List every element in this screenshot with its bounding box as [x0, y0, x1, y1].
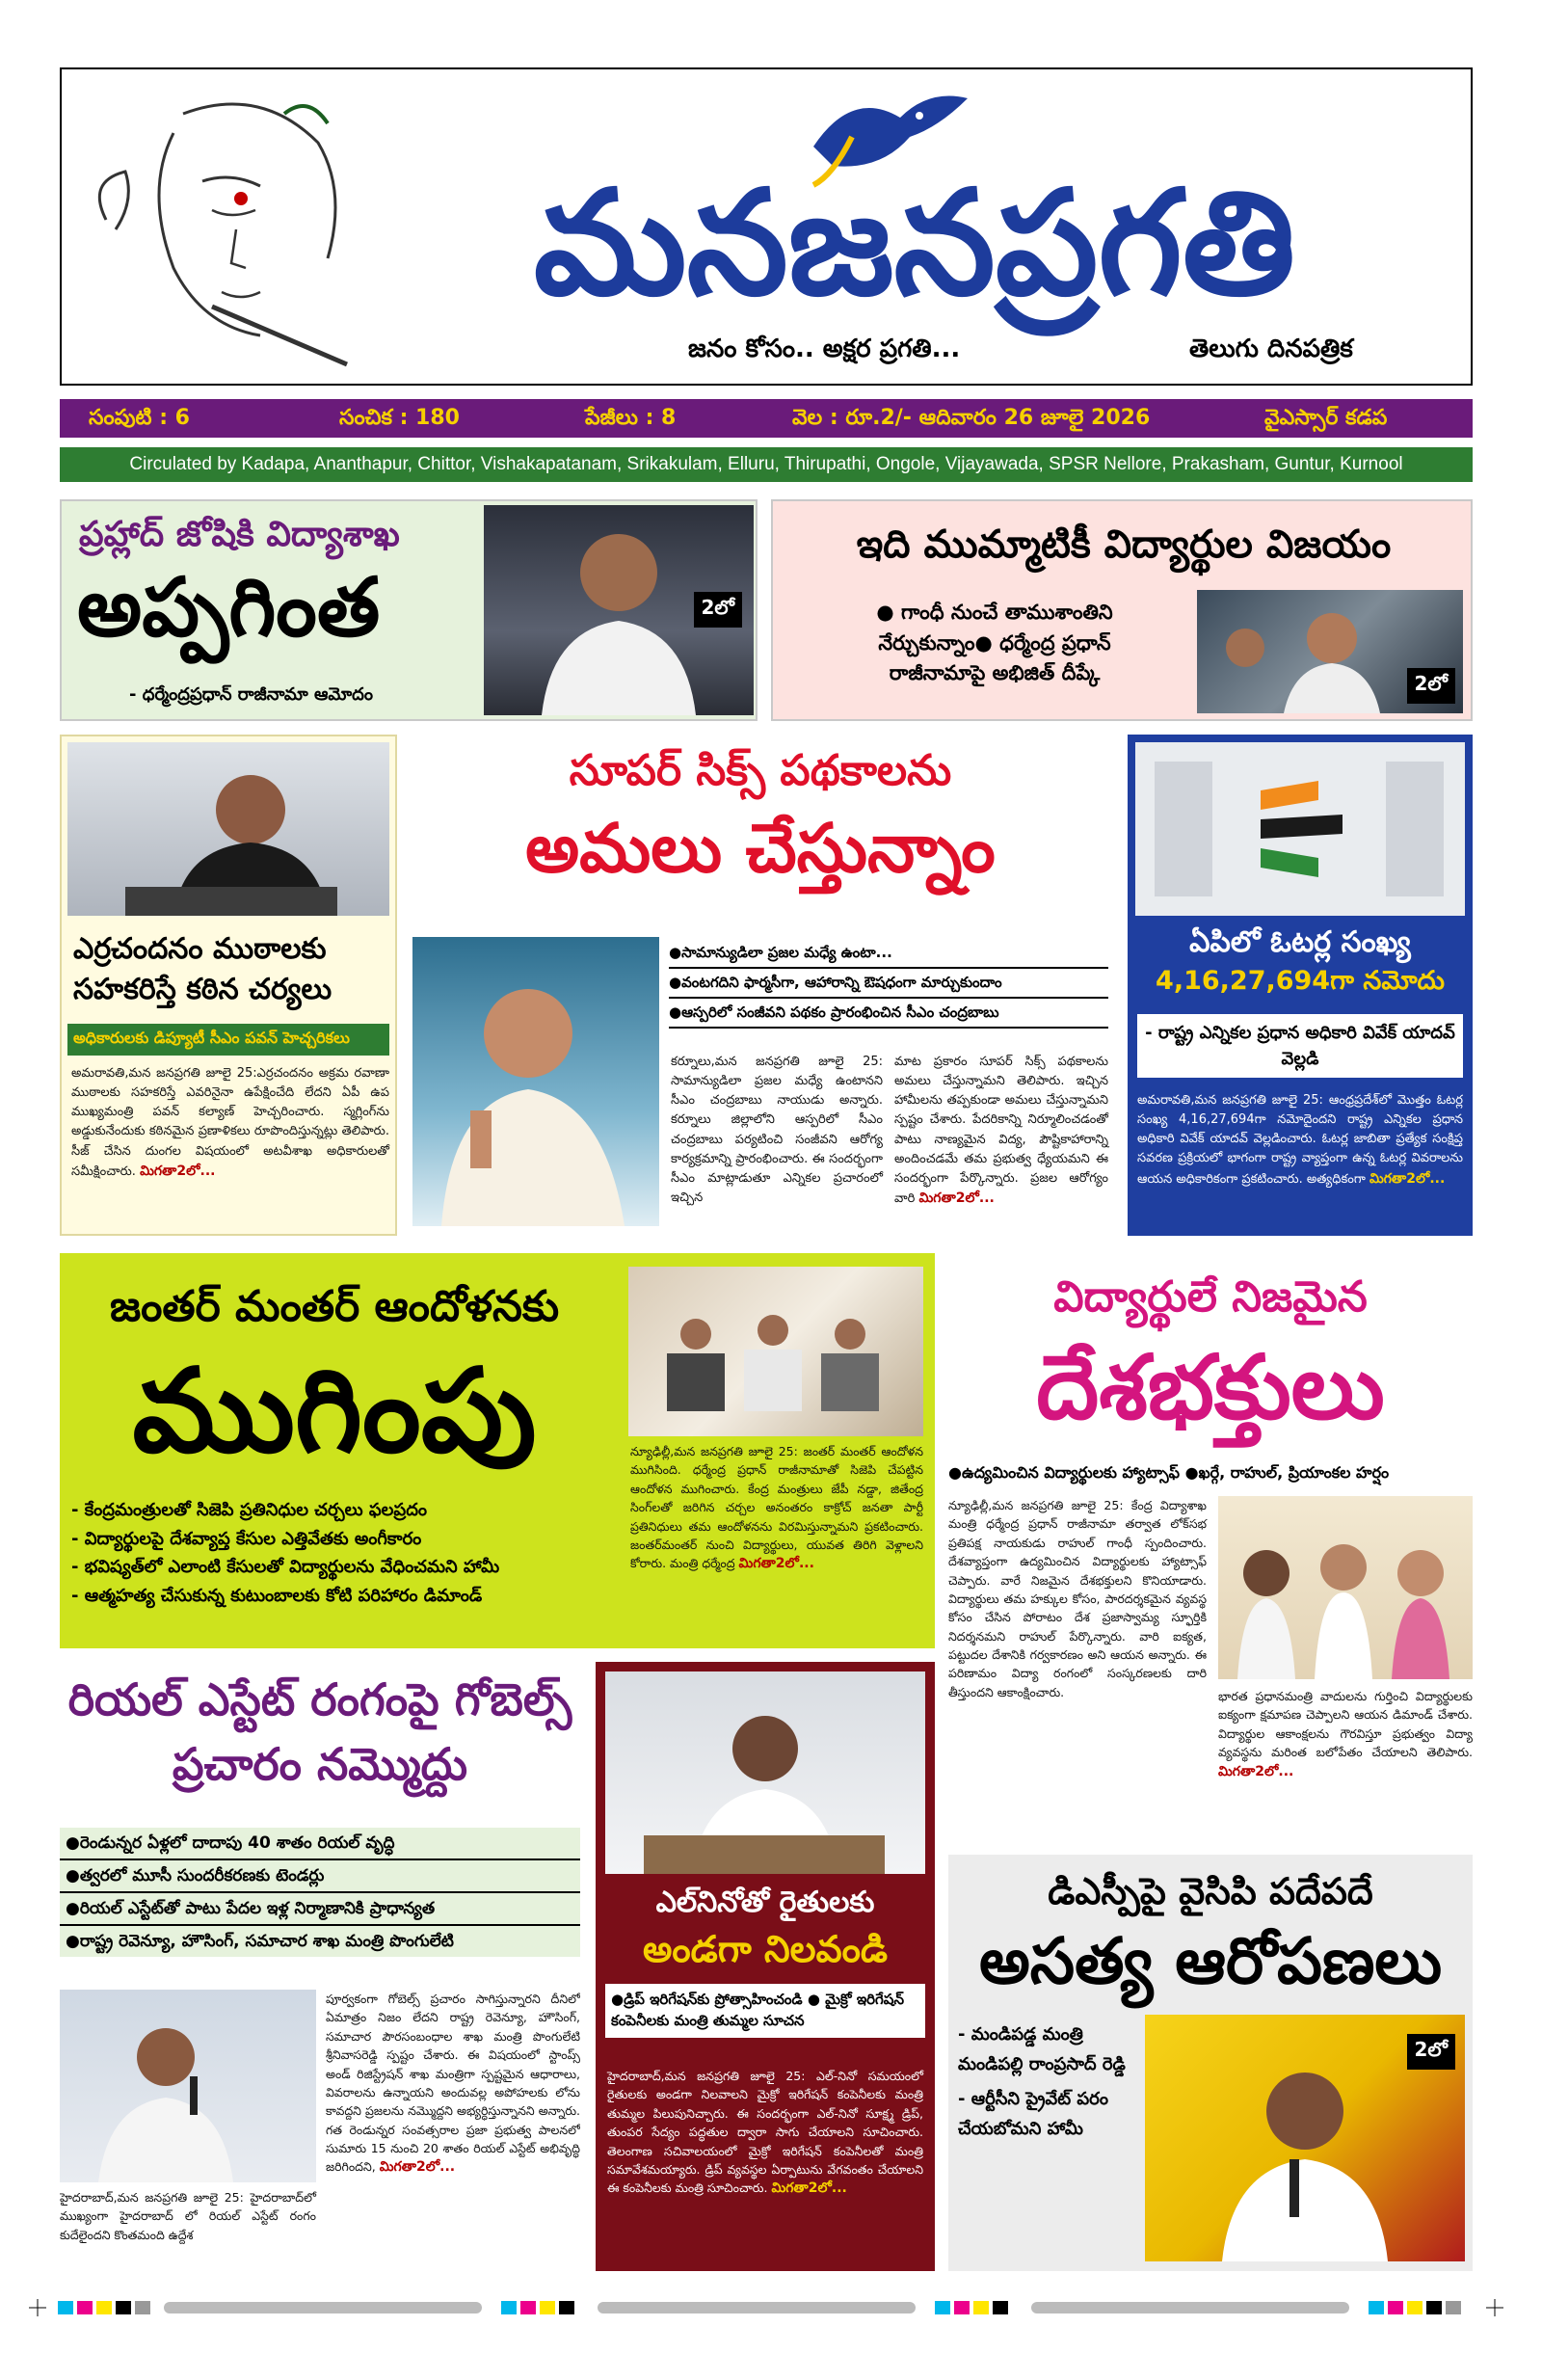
story4-bullet-3: ●ఆస్పరిలో సంజీవని పథకం ప్రారంభించిన సీఎం చంద్రబాబు: [669, 999, 1108, 1029]
photo-pawan-kalyan: [67, 742, 389, 916]
story5-sub: - రాష్ట్ర ఎన్నికల ప్రధాన అధికారి వివేక్ యాదవ్ వెల్లడి: [1137, 1014, 1463, 1078]
story4-headline: అమలు చేస్తున్నాం: [525, 809, 996, 888]
photo-ponguleti: [60, 1990, 316, 2182]
story10-bullets: [958, 2020, 1131, 2144]
story6-bullets: [71, 1496, 611, 1611]
story-education-handover: [60, 499, 758, 721]
masthead: [60, 67, 1473, 386]
story8-bullet-4: ●రాష్ట్ర రెవెన్యూ, హౌసింగ్, సమాచార శాఖ మంత్రి పొంగులేటి: [66, 1932, 454, 1952]
story3-body: అమరావతి,మన జనప్రగతి జూలై 25:ఎర్రచందనం అక్రమ రవాణా ముఠాలకు సహకరిస్తే ఎవరినైనా ఉపేక్షించేది లేదని ఏపీ ఉప ముఖ్యమంత్రి పవన్ కల్యాణ్ హెచ్చరించారు. స్మగ్లింగ్‌ను అడ్డుకునేందుకు కఠినమైన ప్రణాళికలు రూపొందిస్తున్నట్లు తెలిపారు. సీజ్ చేసిన దుంగల విషయంలో అటవీశాఖ అధికారులతో సమీక్షించారు. మిగతా2లో...: [71, 1066, 389, 1179]
story3-sub: అధికారులకు డిప్యూటీ సీఎం పవన్ హెచ్చరికలు: [67, 1024, 389, 1056]
story5-continued: మిగతా2లో...: [1369, 1170, 1446, 1187]
story8-continued: మిగతా2లో...: [379, 2159, 456, 2176]
story3-headline: ఎర్రచందనం ముఠాలకు సహకరిస్తే కఠిన చర్యలు: [73, 932, 332, 1006]
story9-headline: ఎల్‌నినోతో రైతులకు: [655, 1885, 875, 1919]
story10-kicker: డిఎస్పీపై వైసిపి పదేపదే: [1048, 1870, 1373, 1912]
story2-headline: ఇది ముమ్మాటికీ విద్యార్థుల విజయం: [856, 522, 1392, 567]
registration-strip: [29, 2298, 1513, 2317]
story8-bullets: [60, 1828, 580, 1957]
story8-bullet-1: ●రెండున్నర ఏళ్లలో దాదాపు 40 శాతం రియల్ వృద్ధి: [60, 1828, 580, 1860]
story6-continued: మిగతా2లో...: [738, 1556, 814, 1572]
story9-bullets: ●డ్రిప్ ఇరిగేషన్‌కు ప్రోత్సాహించండి ● మైక్రో ఇరిగేషన్ కంపెనీలకు మంత్రి తుమ్మల సూచన: [605, 1984, 925, 2038]
story-el-nino: [596, 1662, 935, 2271]
issue-number: సంచిక : 180: [339, 406, 460, 430]
story9-headline2: అండగా నిలవండి: [642, 1928, 889, 1970]
story5-number: 4,16,27,694గా నమోదు: [1156, 966, 1445, 996]
photo-chandrababu: [412, 937, 659, 1226]
story7-body-col2: భారత ప్రధానమంత్రి వాదులను గుర్తించి విద్యార్థులకు ఐక్యంగా క్షమాపణ చెప్పాలని ఆయన డిమాండ్ చేశారు. విద్యార్థుల ఆకాంక్షలను గౌరవిస్తూ ప్రభుత్వం విద్యా వ్యవస్థను మరింత బలోపేతం చేయాలని తెలిపారు. మిగతా2లో...: [1218, 1689, 1473, 1779]
story8-headline: రియల్ ఎస్టేట్ రంగంపై గోబెల్స్ ప్రచారం నమ్మొద్దు: [67, 1673, 572, 1790]
story2-bullets: ● గాంధీ నుంచే తాముశాంతిని నేర్చుకున్నాం● ధర్మేంద్ర ప్రధాన్ రాజీనామాపై అభిజిత్ దీప్కే: [876, 601, 1113, 684]
story6-bullet-1: - కేంద్రమంత్రులతో సిజెపి ప్రతినిధుల చర్చలు ఫలప్రదం: [71, 1500, 428, 1520]
story6-bullet-4: - ఆత్మహత్య చేసుకున్న కుటుంబాలకు కోటి పరిహారం డిమాండ్: [71, 1586, 483, 1607]
story7-headline: దేశభక్తులు: [1036, 1336, 1385, 1439]
story1-sub: - ధర్మేంద్రప్రధాన్ రాజీనామా ఆమోదం: [129, 684, 373, 705]
story6-kicker: జంతర్ మంతర్ ఆందోళనకు: [109, 1282, 560, 1331]
story4-body-col1: కర్నూలు,మన జనప్రగతి జూలై 25: సామాన్యుడిలా ప్రజల మధ్యే ఉంటానని సీఎం చంద్రబాబు నాయుడు అన్నారు. కర్నూలు జిల్లాలోని ఆస్పరిలో సీఎం చంద్రబాబు పర్యటించి సంజీవని ఆరోగ్య కార్యక్రమాన్ని ప్రారంభించారు. ఈ సందర్భంగా సీఎం మాట్లాడుతూ ఎన్నికల ప్రచారంలో ఇచ్చిన: [671, 1055, 883, 1205]
story-voters-count: [1128, 735, 1473, 1236]
krishna-sketch: [67, 75, 357, 380]
masthead-tagline: జనం కోసం.. అక్షర ప్రగతి...: [688, 334, 961, 363]
story5-headline: ఏపిలో ఓటర్ల సంఖ్య: [1189, 925, 1411, 959]
volume: సంపుటి : 6: [89, 406, 190, 430]
story8-bullet-3: ●రియల్ ఎస్టేట్‌తో పాటు పేదల ఇళ్ల నిర్మాణానికి ప్రాధాన్యత: [60, 1893, 580, 1926]
story10-bullet-2: - ఆర్టీసీని ప్రైవేట్ పరం చేయబోమని హామీ: [958, 2089, 1108, 2139]
story-super-six: [409, 735, 1112, 1236]
story4-continued: మిగతా2లో...: [918, 1190, 995, 1206]
story-true-patriots: [948, 1253, 1473, 1841]
story1-headline: అప్పగింత: [77, 560, 381, 655]
photo-kharge-rahul-priyanka: [1218, 1496, 1473, 1679]
story4-bullet-2: ●వంటగదిని ఫార్మసీగా, ఆహారాన్ని ఔషధంగా మార్చుకుందాం: [669, 969, 1108, 999]
story3-continued: మిగతా2లో...: [140, 1163, 216, 1179]
story7-continued: మిగతా2లో...: [1218, 1763, 1294, 1779]
story-student-victory: [771, 499, 1473, 721]
story4-bullet-1: ●సామాన్యుడిలా ప్రజల మధ్యే ఉంటా...: [669, 939, 1108, 969]
story4-bullets: [669, 939, 1108, 1029]
photo-tummala: [605, 1671, 925, 1874]
story1-badge: 2లో: [694, 592, 743, 628]
story10-badge: 2లో: [1407, 2034, 1456, 2070]
story-red-sanders: [60, 735, 397, 1236]
story6-headline: ముగింపు: [132, 1345, 537, 1479]
story-real-estate: [60, 1662, 580, 2271]
story1-kicker: ప్రహ్లాద్ జోషికి విద్యాశాఖ: [79, 515, 400, 554]
story-jantar-mantar: [60, 1253, 935, 1648]
story10-headline: అసత్య ఆరోపణలు: [978, 1924, 1443, 1998]
photo-student-leader: [1197, 590, 1463, 713]
story7-sub: ●ఉద్యమించిన విద్యార్థులకు హ్యాట్సాఫ్ ●ఖర్గే, రాహుల్, ప్రియాంకల హర్షం: [948, 1463, 1390, 1482]
story7-kicker: విద్యార్థులే నిజమైన: [1053, 1272, 1368, 1322]
story4-kicker: సూపర్ సిక్స్ పథకాలను: [569, 746, 952, 795]
story5-body: అమరావతి,మన జనప్రగతి జూలై 25: ఆంధ్రప్రదేశ్‌లో మొత్తం ఓటర్ల సంఖ్య 4,16,27,694గా నమోదైందని రాష్ట్ర ఎన్నికల ప్రధాన అధికారి వివేక్ యాదవ్ వెల్లడించారు. ఓటర్ల జాబితా ప్రత్యేక సంక్షిప్త సవరణ ప్రక్రియలో భాగంగా రాష్ట్ర వ్యాప్తంగా ఉన్న ఓటర్ల వివరాలను ఆయన అధికారికంగా ప్రకటించారు. అత్యధికంగా మిగతా2లో...: [1137, 1093, 1463, 1187]
masthead-subtitle: తెలుగు దినపత్రిక: [1189, 334, 1353, 363]
story4-body-col2: మాట ప్రకారం సూపర్ సిక్స్ పథకాలను అమలు చేస్తున్నామని తెలిపారు. ఇచ్చిన హామీలను తప్పకుండా అమలు చేస్తున్నామని స్పష్టం చేశారు. పేదరికాన్ని నిర్మూలించడంతో పాటు నాణ్యమైన విద్య, పౌష్టికాహారాన్ని అందించడమే తమ ప్రభుత్వ ధ్యేయమని ఈ సందర్భంగా పేర్కొన్నారు. ప్రజల ఆరోగ్యం వారి మిగతా2లో...: [894, 1055, 1108, 1206]
photo-meeting: [628, 1267, 923, 1436]
story2-badge: 2లో: [1407, 668, 1456, 704]
page-count: పేజీలు : 8: [585, 406, 677, 430]
circulation-bar: Circulated by Kadapa, Ananthapur, Chittor, Vishakapatanam, Srikakulam, Elluru, Thirupathi, Ongole, Vijayawada, SPSR Nellore, Prakasham, Guntur, Kurnool: [60, 447, 1473, 482]
story8-body-col1: హైదరాబాద్,మన జనప్రగతి జూలై 25: హైదరాబాద్‌లో ముఖ్యంగా హైదరాబాద్ లో రియల్ ఎస్టేట్ రంగం కుదేలైందని కొంతమంది ఉద్దేశ: [60, 2190, 316, 2242]
price-date: వెల : రూ.2/- ఆదివారం 26 జూలై 2026: [792, 406, 1151, 430]
story9-body: హైదరాబాద్,మన జనప్రగతి జూలై 25: ఎల్-నినో సమయంలో రైతులకు అండగా నిలవాలని మైక్రో ఇరిగేషన్ కంపెనీలకు మంత్రి తుమ్మల పిలుపునిచ్చారు. ఈ సందర్భంగా ఎల్-నినో సూక్ష్మ డ్రిప్, తుంపర సేద్యం పద్ధతుల ద్వారా సాగు చేయాలని సూచించారు. తెలంగాణ సచివాలయంలో మైక్రో ఇరిగేషన్ కంపెనీలతో మంత్రి సమావేశమయ్యారు. డ్రిప్ వ్యవస్థల ఏర్పాటును వేగవంతం చేయాలని ఈ కంపెనీలకు మంత్రి సూచించారు. మిగతా2లో...: [607, 2069, 923, 2197]
story8-body-col2: పూర్వకంగా గోబెల్స్ ప్రచారం సాగిస్తున్నారని దీనిలో ఏమాత్రం నిజం లేదని రాష్ట్ర రెవెన్యూ, హౌసింగ్, సమాచార పౌరసంబంధాల శాఖ మంత్రి పొంగులేటి శ్రీనివాసరెడ్డి స్పష్టం చేశారు. ఈ విషయంలో స్టాంప్స్ అండ్ రిజిస్ట్రేషన్ శాఖ మంత్రిగా స్పష్టమైన ఆధారాలు, వివరాలను ఉన్నాయని అందువల్ల అపోహలకు లోను కావద్దని ప్రజలను నమ్మొద్దని అభ్యర్ధిస్తున్నానని అన్నారు. గత రెండున్నర సంవత్సరాల ప్రజా ప్రభుత్వ పాలనలో సుమారు 15 నుంచి 20 శాతం రియల్ ఎస్టేట్ అభివృద్ధి జరిగిందని, మిగతా2లో...: [326, 1992, 580, 2176]
photo-ramprasad-reddy: [1145, 2015, 1465, 2261]
story10-bullet-1: - మండిపడ్డ మంత్రి మండిపల్లి రాంప్రసాద్ రెడ్డి: [958, 2024, 1126, 2074]
story6-bullet-2: - విద్యార్థులపై దేశవ్యాప్త కేసుల ఎత్తివేతకు అంగీకారం: [71, 1528, 422, 1549]
issue-info-bar: [60, 399, 1473, 438]
place: వైఎస్సార్ కడప: [1264, 406, 1388, 430]
story6-body: న్యూఢిల్లీ,మన జనప్రగతి జూలై 25: జంతర్ మంతర్ ఆందోళన ముగిసింది. ధర్మేంద్ర ప్రధాన్ రాజీనామాతో సిజెపి చేపట్టిన ఆందోళన ముగించారు. కేంద్ర మంత్రులు జేపీ నడ్డా, జితేంద్ర సింగ్‌లతో జరిగిన చర్చల అనంతరం కాక్రోచ్ జనతా పార్టీ ప్రతినిధులు తమ ఆందోళనను విరమిస్తున్నామని ప్రకటించారు. జంతర్‌మంతర్ నుంచి విద్యార్థులు, యువత తిరిగి వెళ్లాలని కోరారు. మంత్రి ధర్మేంద్ర మిగతా2లో...: [630, 1444, 923, 1572]
story6-bullet-3: - భవిష్యత్‌లో ఎలాంటి కేసులతో విద్యార్థులను వేధించమని హామీ: [71, 1557, 500, 1578]
story9-continued: మిగతా2లో...: [771, 2180, 847, 2197]
photo-minister: [484, 505, 754, 715]
story7-body: న్యూఢిల్లీ,మన జనప్రగతి జూలై 25: కేంద్ర విద్యాశాఖ మంత్రి ధర్మేంద్ర ప్రధాన్ రాజీనామా తర్వాత లోక్‌సభ ప్రతిపక్ష నాయకుడు రాహుల్ గాంధీ స్పందించారు. దేశవ్యాప్తంగా ఉద్యమించిన విద్యార్థులకు హ్యాట్సాఫ్ చెప్పారు. వారే నిజమైన దేశభక్తులని కొనియాడారు. విద్యార్థులు తమ హక్కుల కోసం, పారదర్శకమైన వ్యవస్థ కోసం చేసిన పోరాటం దేశ ప్రజాస్వామ్య స్ఫూర్తికి నిదర్శనమని రాహుల్ పేర్కొన్నారు. వారి ఐక్యత, పట్టుదల దేశానికి గర్వకారణం అని ఆయన అన్నారు. ఈ పరిణామం విద్యా రంగంలో సంస్కరణలకు దారి తీస్తుందని ఆకాంక్షించారు.: [948, 1498, 1207, 1699]
story8-bullet-2: ●త్వరలో మూసీ సుందరీకరణకు టెండర్లు: [60, 1860, 580, 1893]
photo-election-commission-logo: [1135, 742, 1465, 916]
masthead-title: మనజనప్రగతి: [533, 158, 1296, 328]
story-dsp-allegations: [948, 1855, 1473, 2271]
